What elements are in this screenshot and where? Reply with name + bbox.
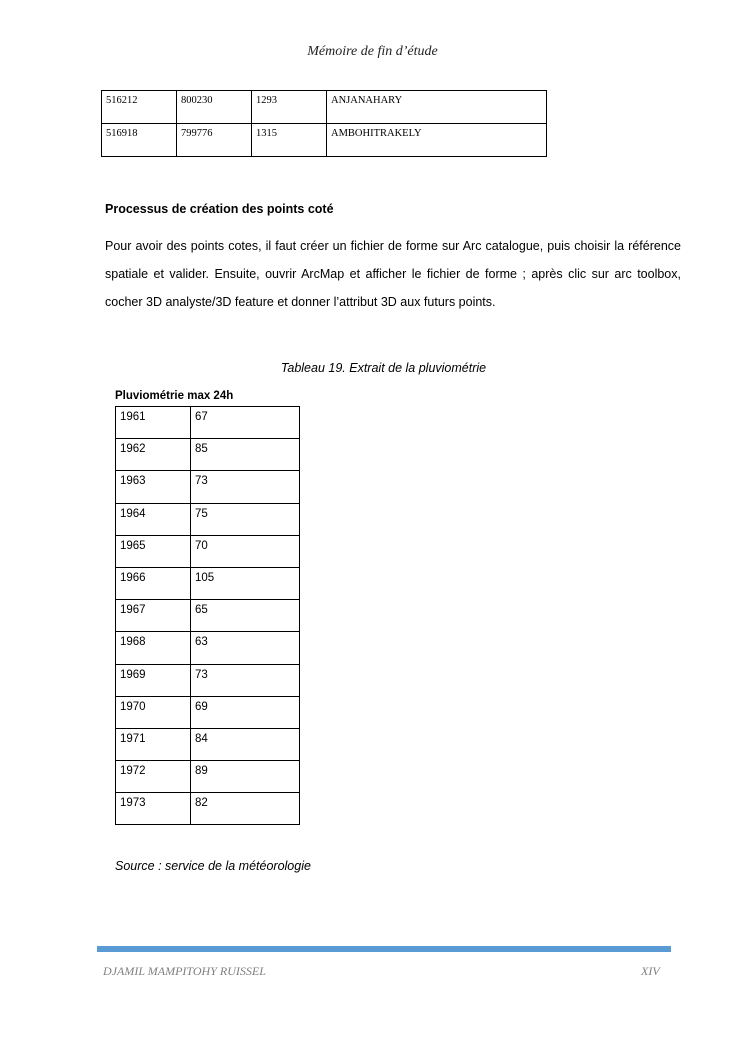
table-row [116,664,300,696]
rainfall-value-cell: 82 [191,793,300,825]
rainfall-value-cell: 70 [191,535,300,567]
section-heading: Processus de création des points coté [105,202,334,216]
table-row [102,124,547,157]
table-row [116,600,300,632]
table-row [116,696,300,728]
table-row [116,503,300,535]
table-cell: AMBOHITRAKELY [327,124,547,157]
table-cell: 1315 [252,124,327,157]
rainfall-value-cell: 65 [191,600,300,632]
table-row [116,567,300,599]
year-cell: 1966 [116,567,191,599]
table-row [116,535,300,567]
rainfall-value-cell: 67 [191,407,300,439]
rainfall-table-label: Pluviométrie max 24h [115,390,234,402]
footer-rule [97,946,671,952]
source-note: Source : service de la météorologie [115,859,311,873]
rainfall-table [115,406,300,825]
table-cell: 516918 [102,124,177,157]
coordinates-table [101,90,547,157]
rainfall-value-cell: 89 [191,761,300,793]
table-cell: ANJANAHARY [327,91,547,124]
table-row [116,761,300,793]
table-cell: 799776 [177,124,252,157]
table-cell: 516212 [102,91,177,124]
rainfall-value-cell: 73 [191,471,300,503]
table-row [102,91,547,124]
year-cell: 1963 [116,471,191,503]
year-cell: 1969 [116,664,191,696]
table-cell: 1293 [252,91,327,124]
year-cell: 1972 [116,761,191,793]
rainfall-value-cell: 73 [191,664,300,696]
year-cell: 1964 [116,503,191,535]
year-cell: 1967 [116,600,191,632]
rainfall-value-cell: 63 [191,632,300,664]
page-header-title: Mémoire de fin d’étude [307,44,438,59]
rainfall-value-cell: 85 [191,439,300,471]
year-cell: 1961 [116,407,191,439]
table-row [116,793,300,825]
table-row [116,728,300,760]
year-cell: 1970 [116,696,191,728]
footer-page-number: XIV [641,964,660,978]
rainfall-value-cell: 105 [191,567,300,599]
rainfall-value-cell: 69 [191,696,300,728]
table-row [116,407,300,439]
year-cell: 1965 [116,535,191,567]
footer-author: DJAMIL MAMPITOHY RUISSEL [103,964,266,978]
table-cell: 800230 [177,91,252,124]
year-cell: 1971 [116,728,191,760]
rainfall-value-cell: 75 [191,503,300,535]
year-cell: 1973 [116,793,191,825]
year-cell: 1968 [116,632,191,664]
table-row [116,439,300,471]
year-cell: 1962 [116,439,191,471]
rainfall-value-cell: 84 [191,728,300,760]
table-caption: Tableau 19. Extrait de la pluviométrie [280,361,487,375]
table-row [116,632,300,664]
table-row [116,471,300,503]
body-paragraph: Pour avoir des points cotes, il faut créer un fichier de forme sur Arc catalogue, puis choisir la référence spatiale et valider. Ensuite, ouvrir ArcMap et afficher le fichier de forme ; après clic sur arc toolbox, cocher 3D analyste/3D feature et donner l’attribut 3D aux futurs points. [105,239,681,309]
